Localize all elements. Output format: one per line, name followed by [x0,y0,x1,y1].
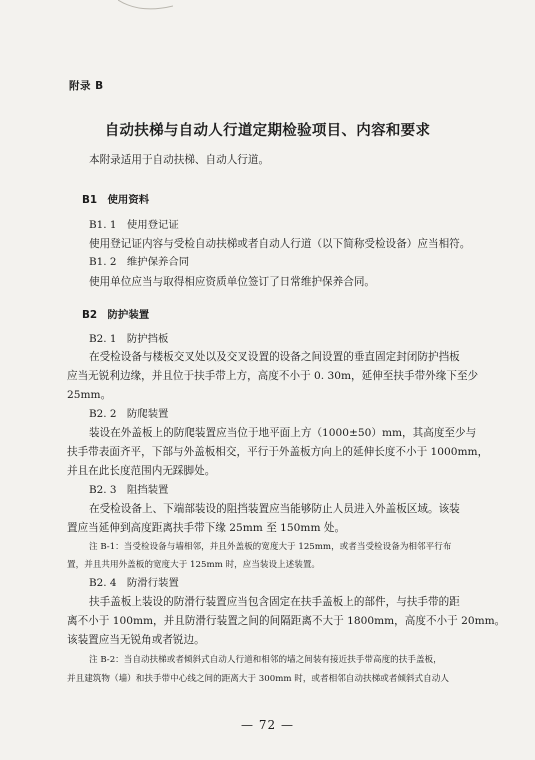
note-b1-line: 注 B-1：当受检设备与墙相邻，并且外盖板的宽度大于 125mm，或者当受检设备为相邻平行布 [89,542,452,552]
section-b1-2-text: 使用单位应当与取得相应资质单位签订了日常维护保养合同。 [89,276,376,288]
page-number: — 72 — [241,718,294,732]
appendix-label: 附录 B [69,80,104,92]
section-b1-1-title: B1. 1 使用登记证 [89,219,179,231]
section-b1-2-title: B1. 2 维护保养合同 [89,256,190,268]
section-b2-4-title: B2. 4 防滑行装置 [89,577,179,589]
document-title: 自动扶梯与自动人行道定期检验项目、内容和要求 [104,123,431,139]
section-b1-heading: B1 使用资料 [82,194,150,206]
section-b2-3-line: 置应当延伸到高度距离扶手带下缘 25mm 至 150mm 处。 [67,522,346,534]
scan-artifact-mark [118,0,173,14]
section-b2-2-line: 扶手带表面齐平，下部与外盖板相交，平行于外盖板方向上的延伸长度不小于 1000mm， [67,446,489,458]
section-b2-2-line: 装设在外盖板上的防爬装置应当位于地平面上方（1000±50）mm，其高度至少与 [89,427,477,439]
note-b1-line: 置，并且共用外盖板的宽度大于 125mm 时，应当装设上述装置。 [67,560,321,570]
section-b2-4-line: 扶手盖板上装设的防滑行装置应当包含固定在扶手盖板上的部件，与扶手带的距 [89,596,460,608]
section-b1-1-text: 使用登记证内容与受检自动扶梯或者自动人行道（以下简称受检设备）应当相符。 [89,238,471,250]
section-b2-1-line: 应当无锐利边缘，并且位于扶手带上方，高度不小于 0. 30m，延伸至扶手带外缘下至少 [67,370,479,382]
section-b2-heading: B2 防护装置 [82,309,150,321]
section-b2-4-line: 该装置应当无锐角或者锐边。 [67,634,205,646]
note-b2-line: 并且建筑物（墙）和扶手带中心线之间的距离大于 300mm 时，或者相邻自动扶梯或者倾斜式自动人 [67,674,449,684]
section-b2-3-line: 在受检设备上、下端部装设的阻挡装置应当能够防止人员进入外盖板区域。该装 [89,503,460,515]
section-b2-3-title: B2. 3 阻挡装置 [89,484,169,496]
intro-text: 本附录适用于自动扶梯、自动人行道。 [89,154,270,166]
section-b2-1-title: B2. 1 防护挡板 [89,333,169,345]
section-b2-1-line: 在受检设备与楼板交叉处以及交叉设置的设备之间设置的垂直固定封闭防护挡板 [89,351,460,363]
section-b2-2-title: B2. 2 防爬装置 [89,408,169,420]
note-b2-line: 注 B-2：当自动扶梯或者倾斜式自动人行道和相邻的墙之间装有接近扶手带高度的扶手盖板， [89,655,442,665]
section-b2-4-line: 离不小于 100mm，并且防滑行装置之间的间隔距离不大于 1800mm，高度不小于 20mm。 [67,615,506,627]
section-b2-1-line: 25mm。 [67,389,112,401]
section-b2-2-line: 并且在此长度范围内无踩脚处。 [67,465,216,477]
